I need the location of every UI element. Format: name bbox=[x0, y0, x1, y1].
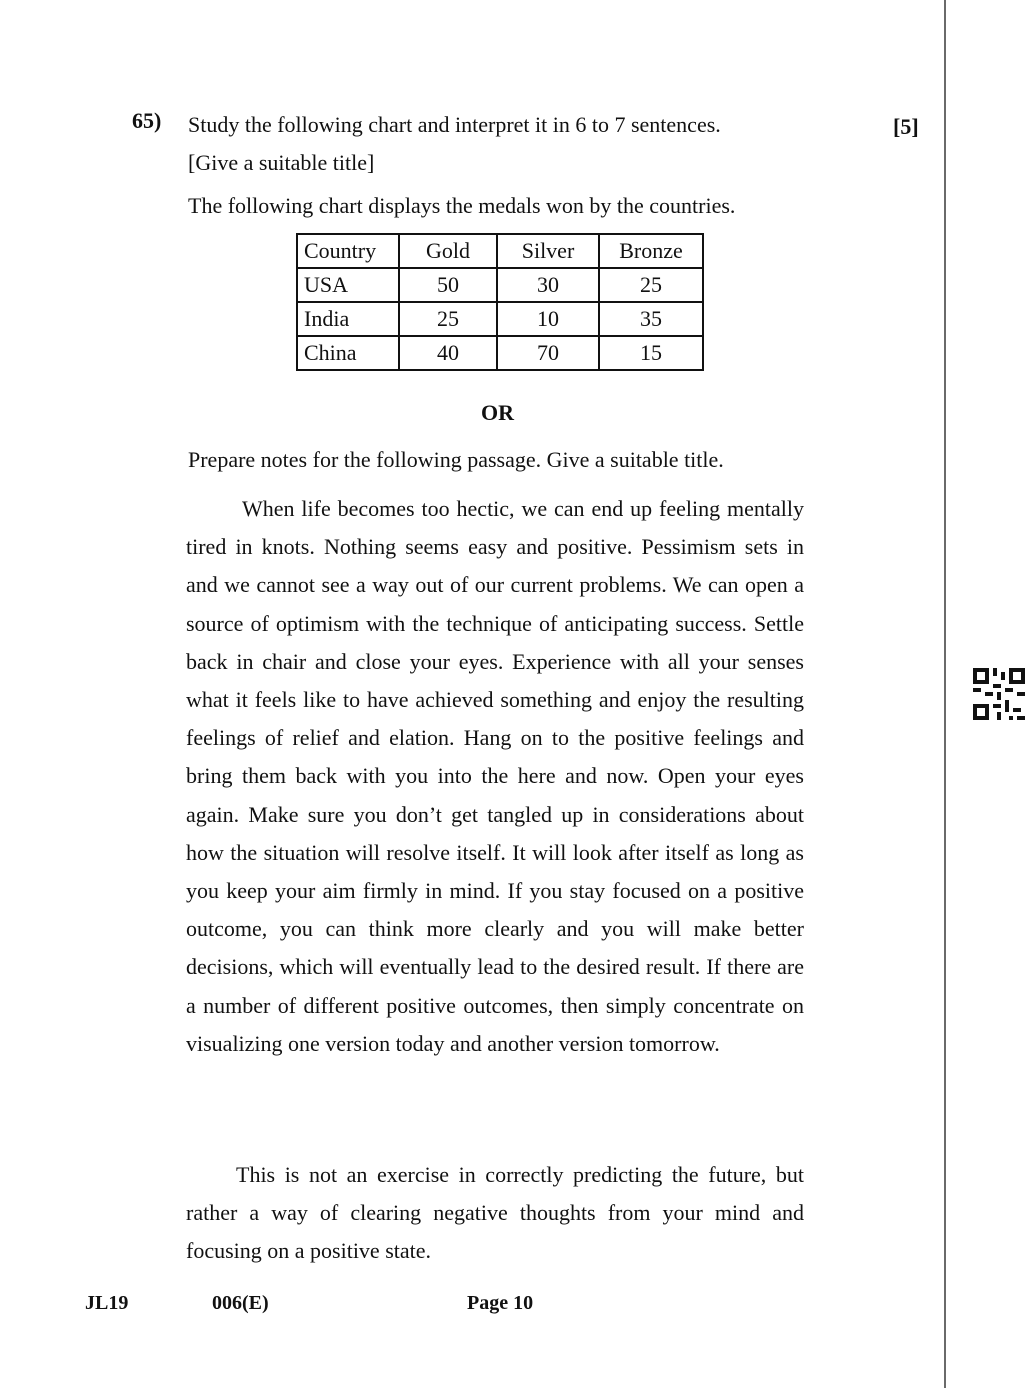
cell-gold: 40 bbox=[399, 336, 497, 370]
cell-silver: 10 bbox=[497, 302, 599, 336]
col-header-gold: Gold bbox=[399, 234, 497, 268]
question-number: 65) bbox=[132, 108, 162, 133]
passage-paragraph-1: When life becomes too hectic, we can end up feeling mentally tired in knots. Nothing seems easy and positive. Pessimism sets in and we cannot see a way out of our current problems. We can open a source of optimism with the technique of anticipating success. Settle back in chair and close your eyes. Experience with all your senses what it feels like to have achieved something and enjoy the resulting feelings of relief and elation. Hang on to the positive feelings and bring them back with you into the here and now. Open your eyes again. Make sure you don’t get tangled up in considerations about how the situation will resolve itself. It will look after itself as long as you keep your aim firmly in mind. If you stay focused on a positive outcome, you can think more clearly and you will make better decisions, which will eventually lead to the desired result. If there are a number of different positive outcomes, then simply concentrate on visualizing one version today and another version tomorrow. bbox=[186, 496, 804, 1056]
cell-bronze: 35 bbox=[599, 302, 703, 336]
table-header-row bbox=[297, 234, 703, 268]
question-marks: [5] bbox=[893, 114, 919, 139]
cell-country: USA bbox=[297, 268, 399, 302]
medals-table bbox=[296, 233, 704, 371]
footer-page: Page 10 bbox=[467, 1292, 534, 1314]
cell-silver: 70 bbox=[497, 336, 599, 370]
margin-rule bbox=[944, 0, 946, 1388]
col-header-silver: Silver bbox=[497, 234, 599, 268]
col-header-bronze: Bronze bbox=[599, 234, 703, 268]
question-instruction: Study the following chart and interpret it in 6 to 7 sentences. bbox=[188, 112, 721, 137]
footer-code: JL19 bbox=[85, 1292, 129, 1314]
table-row bbox=[297, 336, 703, 370]
chart-intro: The following chart displays the medals won by the countries. bbox=[188, 193, 736, 218]
cell-bronze: 25 bbox=[599, 268, 703, 302]
cell-gold: 25 bbox=[399, 302, 497, 336]
footer-paper: 006(E) bbox=[212, 1292, 269, 1314]
cell-bronze: 15 bbox=[599, 336, 703, 370]
qr-code-icon bbox=[973, 668, 1025, 720]
cell-country: China bbox=[297, 336, 399, 370]
notes-prompt: Prepare notes for the following passage. Give a suitable title. bbox=[188, 447, 724, 472]
passage-paragraph-2: This is not an exercise in correctly predicting the future, but rather a way of clearing negative thoughts from your mind and focusing on a positive state. bbox=[186, 1162, 804, 1264]
table-row bbox=[297, 302, 703, 336]
table-row bbox=[297, 268, 703, 302]
cell-gold: 50 bbox=[399, 268, 497, 302]
title-hint: [Give a suitable title] bbox=[188, 150, 375, 175]
cell-country: India bbox=[297, 302, 399, 336]
col-header-country: Country bbox=[297, 234, 399, 268]
or-separator: OR bbox=[481, 400, 514, 425]
cell-silver: 30 bbox=[497, 268, 599, 302]
